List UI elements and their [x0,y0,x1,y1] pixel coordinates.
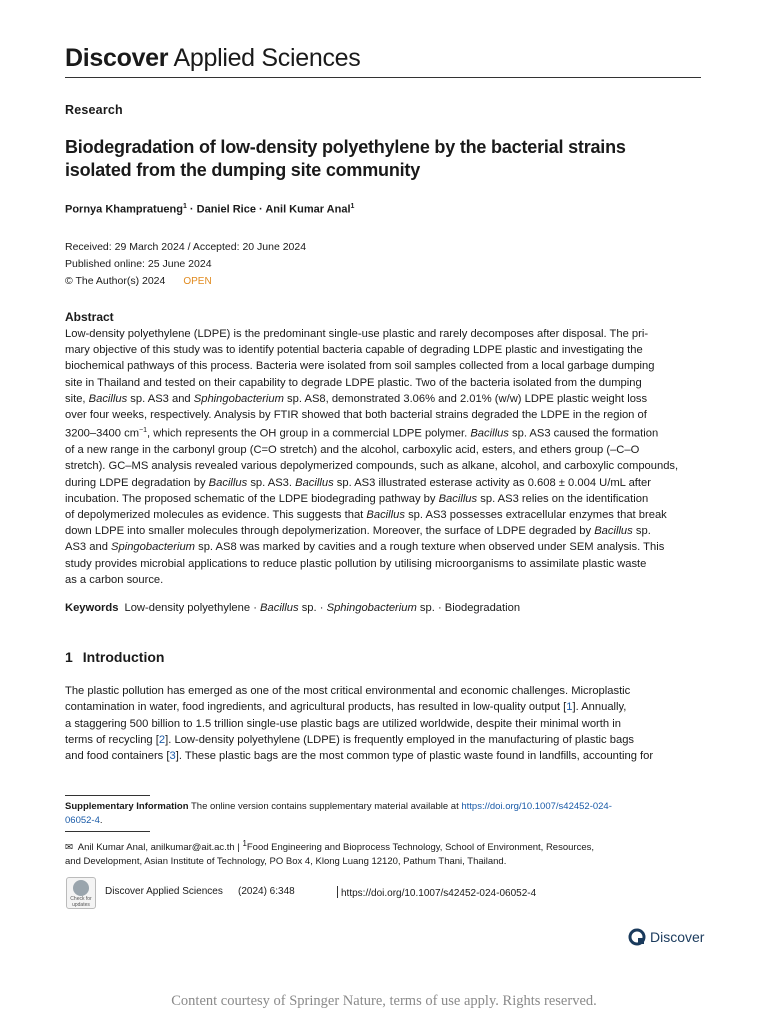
keyword-suffix: sp. [298,602,317,614]
footnote-line [65,800,705,814]
header-rule [65,77,701,78]
italic-term: Bacillus [594,525,633,538]
citation-link[interactable]: 1 [566,701,573,714]
intro-line [65,748,705,764]
discover-logo-icon [628,928,646,946]
text-run: ]. Low-density polyethylene (LDPE) is frequently employed in the manufacturing of plastic bags [165,733,635,746]
text-run: Low-density polyethylene (LDPE) is the predominant single-use plastic and rarely decomposes after disposal. The pri- [65,328,649,340]
corresponding-author: Anil Kumar Anal, anilkumar@ait.ac.th | [77,842,243,854]
footer-divider [337,886,338,898]
text-run: sp. AS3 possesses extracellular enzymes that break [404,508,667,521]
footnote-period: . [99,814,103,826]
text-run: incubation. The proposed schematic of the LDPE biodegrading pathway by [65,492,439,505]
text-run: sp. AS3 relies on the identification [477,492,649,505]
supplementary-text: The online version contains supplementary material available at [188,801,462,812]
text-run: study provides microbial applications to reduce plastic pollution by utilising microorganisms to assimilate plastic waste [65,557,647,570]
abstract-line [65,556,705,572]
abstract-line [65,523,705,539]
section-heading-introduction [65,649,164,665]
text-run: ]. These plastic bags are the most common type of plastic waste found in landfills, accounting for [175,750,654,763]
footnote-line: and Development, Asian Institute of Technology, PO Box 4, Klong Luang 12120, Pathum Thani, Thailand. [65,855,507,867]
text-run: and food containers [ [65,750,170,763]
abstract-line [65,391,705,407]
text-run: sp. AS3. [247,476,296,489]
text-run: AS3 and [65,541,112,554]
author-separator: · [255,203,266,216]
author-list [65,203,354,216]
text-run: sp. [632,525,651,538]
keyword-suffix: sp. [416,602,435,614]
abstract-heading: Abstract [65,310,114,324]
check-for-updates-badge[interactable] [66,877,96,909]
journal-title [65,44,360,73]
intro-line [65,699,705,715]
text-run: contamination in water, food ingredients, and agricultural products, has resulted in low-quality output [ [65,701,567,714]
footnote-line [65,814,705,828]
italic-term: Bacillus [208,476,248,489]
abstract-line [65,572,705,588]
italic-term: Bacillus [295,476,334,489]
abstract-line [65,507,705,523]
supplementary-link-cont[interactable]: 06052-4 [65,814,100,826]
abstract-line [65,539,705,555]
affiliation-text: Food Engineering and Bioprocess Technology, School of Environment, Resources, [246,842,594,854]
author-name: Anil Kumar Anal [265,203,351,216]
intro-line [65,732,705,748]
courtesy-notice: Content courtesy of Springer Nature, terms of use apply. Rights reserved. [171,993,597,1009]
affiliation-marker: 1 [350,203,355,210]
text-run: during LDPE degradation by [65,476,209,489]
section-title: Introduction [82,649,165,665]
italic-term: Bacillus [470,427,509,440]
brand-name: Discover [650,929,705,945]
text-run: down LDPE into smaller molecules through depolymerization. Moreover, the surface of LDPE degraded by [65,525,595,538]
footer-doi [337,886,536,899]
keyword-separator: · [434,602,445,614]
section-number: 1 [65,649,73,665]
article-title [65,136,705,182]
open-access-badge: OPEN [183,276,212,287]
keyword-separator: · [316,602,327,614]
check-for-updates-label: Check for updates [70,896,92,908]
crossmark-icon [73,880,89,896]
citation-link[interactable]: 2 [158,733,166,746]
text-run: as a carbon source. [65,573,164,586]
publisher-brand [628,928,704,946]
text-run: terms of recycling [ [65,733,159,746]
text-run: sp. AS3 caused the formation [508,427,659,440]
italic-term: Bacillus [438,492,478,505]
abstract-body [65,326,705,588]
publication-dates [65,239,306,290]
footer-journal: Discover Applied Sciences [105,886,223,897]
text-run: of depolymerized molecules as evidence. This suggests that [65,508,367,521]
text-run: site, [65,392,89,405]
supplementary-note [65,800,705,827]
abstract-line [65,442,705,458]
text-run: over four weeks, respectively. Analysis by FTIR showed that both bacterial strains degraded the LDPE in the region of [65,409,647,422]
citation-link[interactable]: 3 [169,750,176,763]
footer-doi-link[interactable]: https://doi.org/10.1007/s42452-024-06052-4 [341,888,537,899]
correspondence-note [65,837,705,868]
envelope-icon: ✉ [65,842,73,854]
copyright-text: © The Author(s) 2024 [65,275,166,287]
journal-title-rest: Applied Sciences [168,44,361,72]
keyword: Low-density polyethylene [124,602,251,614]
footnote-rule [65,795,150,796]
italic-term: Bacillus [366,508,405,521]
text-run: −1 [139,427,148,435]
text-run: stretch). GC–MS analysis revealed various depolymerized compounds, such as alkane, alcohol, and carboxylic compounds, [65,460,679,473]
copyright-line [65,273,306,290]
footnote-rule [65,831,150,832]
keyword: Bacillus [260,602,299,614]
abstract-line [65,458,705,474]
title-line: Biodegradation of low-density polyethylene by the bacterial strains [65,137,626,157]
keyword: Biodegradation [444,602,521,614]
introduction-body [65,683,705,764]
text-run: ]. Annually, [572,701,627,714]
author-separator: · [186,203,197,216]
affiliation-marker: 1 [182,203,187,210]
footer-volume: (2024) 6:348 [238,886,295,897]
abstract-line [65,342,705,358]
text-run: sp. AS3 illustrated esterase activity as 0.608 ± 0.004 U/mL after [333,476,651,489]
affiliation-marker: 1 [242,839,247,848]
author-name: Daniel Rice [196,203,256,216]
keyword-separator: · [250,602,261,614]
author-name: Pornya Khampratueng [65,203,183,216]
published-date: Published online: 25 June 2024 [65,258,212,270]
text-run: , which represents the OH group in a commercial LDPE polymer. [147,427,471,440]
text-run: The plastic pollution has emerged as one of the most critical environmental and economic challenges. Microplastic [65,685,631,697]
intro-line [65,683,705,699]
italic-term: Sphingobacterium [193,392,284,405]
abstract-line [65,375,705,391]
footnote-line [65,837,705,855]
text-run: of a new range in the carbonyl group (C=O stretch) and the alcohol, carboxylic acid, esters, and ethers group (–C–O [65,444,640,457]
text-run: biochemical pathways of this process. Bacteria were isolated from soil samples collected from a local garbage dumping [65,360,655,373]
supplementary-label: Supplementary Information [65,801,189,812]
text-run: a staggering 500 billion to 1.5 trillion single-use plastic bags are utilized worldwide, despite their minimal worth in [65,717,621,730]
title-line: isolated from the dumping site community [65,160,421,180]
italic-term: Spingobacterium [111,541,195,554]
keywords [65,602,520,614]
abstract-line [65,475,705,491]
text-run: sp. AS8, demonstrated 3.06% and 2.01% (w/w) LDPE plastic weight loss [283,392,648,405]
abstract-line [65,407,705,423]
intro-line [65,716,705,732]
text-run: site in Thailand and tested on their capability to degrade LDPE plastic. Two of the bacteria isolated from the dumping [65,376,642,389]
received-date: Received: 29 March 2024 / Accepted: 20 June 2024 [65,241,307,253]
text-run: sp. AS8 was marked by cavities and a rough texture when observed under SEM analysis. This [195,541,665,554]
journal-title-bold: Discover [65,44,169,72]
text-run: 3200–3400 cm [65,427,140,440]
keywords-label: Keywords [65,602,119,614]
text-run: mary objective of this study was to identify potential bacteria capable of degrading LDPE plastic and investigating the [65,344,643,357]
keyword: Sphingobacterium [326,602,417,614]
abstract-line [65,491,705,507]
abstract-line [65,423,705,442]
text-run: sp. AS3 and [127,392,194,405]
article-type: Research [65,103,123,117]
supplementary-link[interactable]: https://doi.org/10.1007/s42452-024- [461,801,612,812]
abstract-line [65,358,705,374]
abstract-line [65,326,705,342]
italic-term: Bacillus [88,392,128,405]
